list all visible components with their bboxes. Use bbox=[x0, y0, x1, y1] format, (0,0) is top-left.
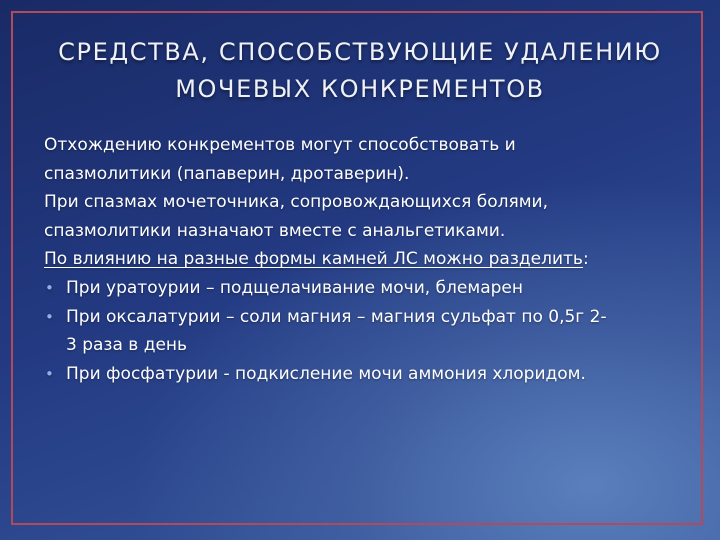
slide-title bbox=[30, 34, 690, 108]
paragraph-3 bbox=[44, 245, 694, 274]
bullet-item-text: При фосфатурии - подкисление мочи аммония хлоридом. bbox=[66, 363, 586, 384]
title-line-1: СРЕДСТВА, СПОСОБСТВУЮЩИЕ УДАЛЕНИЮ bbox=[58, 38, 662, 66]
bullet-icon: • bbox=[45, 307, 54, 326]
bullet-item-phosphate bbox=[44, 360, 694, 389]
paragraph-1-line-2: спазмолитики (папаверин, дротаверин). bbox=[44, 163, 410, 184]
paragraph-2-line-1: При спазмах мочеточника, сопровождающихся болями, bbox=[44, 192, 549, 213]
bullet-item-text: При уратоурии – подщелачивание мочи, блемарен bbox=[66, 277, 523, 298]
bullet-icon: • bbox=[45, 364, 54, 383]
paragraph-1-line-1: Отхождению конкрементов могут способствовать и bbox=[44, 135, 516, 155]
bullet-item-text: При оксалатурии – соли магния – магния сульфат по 0,5г 2- bbox=[66, 306, 607, 327]
bullet-item-text-continued: 3 раза в день bbox=[66, 335, 188, 356]
title-line-2: МОЧЕВЫХ КОНКРЕМЕНТОВ bbox=[175, 75, 545, 103]
slide-body bbox=[44, 131, 694, 388]
bullet-item-urate bbox=[44, 274, 694, 303]
paragraph-3-underlined: По влиянию на разные формы камней ЛС можно разделить bbox=[44, 249, 583, 270]
paragraph-2-line-2: спазмолитики назначают вместе с анальгетиками. bbox=[44, 220, 506, 241]
bullet-item-oxalate bbox=[44, 303, 694, 360]
paragraph-3-colon: : bbox=[582, 249, 589, 270]
bullet-icon: • bbox=[45, 278, 54, 297]
